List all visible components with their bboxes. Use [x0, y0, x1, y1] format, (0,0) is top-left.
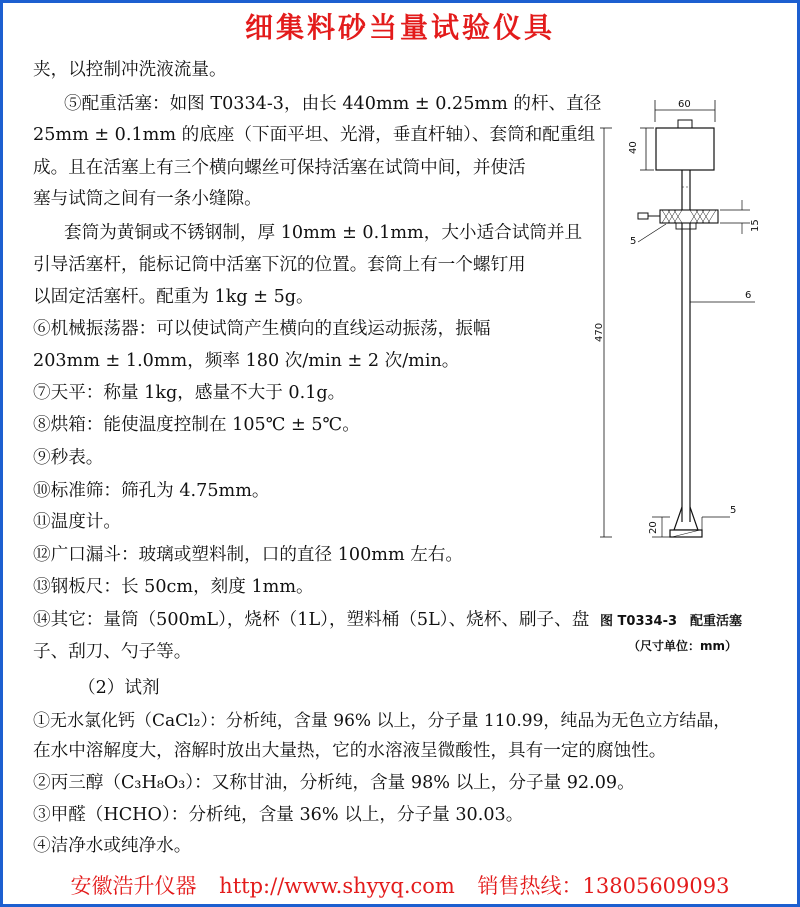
dim-width-label: 60: [678, 99, 691, 110]
text-line: 夹，以控制冲洗液流量。: [33, 60, 227, 80]
text-line: ⑫广口漏斗：玻璃或塑料制，口的直径 100mm 左右。: [33, 545, 464, 565]
text-line: ⑪温度计。: [33, 512, 121, 532]
dim-weight-height-label: 40: [628, 141, 639, 154]
label-5-bottom: 5: [730, 505, 737, 516]
text-line: ⑨秒表。: [33, 448, 104, 468]
text-line: ④洁净水或纯净水。: [33, 836, 192, 856]
footer-hotline: 销售热线：13805609093: [477, 874, 730, 898]
text-line: ⑩标准筛：筛孔为 4.75mm。: [33, 481, 270, 501]
text-line: ⑤配重活塞：如图 T0334-3，由长 440mm ± 0.25mm 的杆、直径: [64, 94, 602, 114]
text-line: ⑧烘箱：能使温度控制在 105℃ ± 5℃。: [33, 415, 360, 435]
text-line: 塞与试筒之间有一条小缝隙。: [33, 189, 262, 209]
page-title: 细集料砂当量试验仪具: [244, 11, 555, 44]
text-line: 引导活塞杆，能标记筒中活塞下沉的位置。套筒上有一个螺钉用: [33, 255, 526, 275]
text-line: 套筒为黄铜或不锈钢制，厚 10mm ± 0.1mm，大小适合试筒并且: [64, 223, 583, 243]
label-5-top: 5: [630, 236, 637, 247]
text-line: ⑭其它：量筒（500mL），烧杯（1L），塑料桶（5L）、烧杯、刷子、盘: [33, 610, 590, 630]
text-line: ⑦天平：称量 1kg，感量不大于 0.1g。: [33, 383, 346, 403]
text-line: ③甲醛（HCHO）：分析纯，含量 36% 以上，分子量 30.03。: [33, 805, 524, 825]
footer-url[interactable]: http://www.shyyq.com: [219, 874, 455, 898]
text-line: （2）试剂: [78, 678, 160, 698]
text-line: 子、刮刀、勺子等。: [33, 642, 192, 662]
text-line: ⑬钢板尺：长 50cm，刻度 1mm。: [33, 577, 314, 597]
text-line: 在水中溶解度大，溶解时放出大量热，它的水溶液呈微酸性，具有一定的腐蚀性。: [33, 741, 667, 761]
text-line: ①无水氯化钙（CaCl₂）：分析纯，含量 96% 以上，分子量 110.99，纯品为无色立方结晶，: [33, 711, 731, 731]
figure-caption: 图 T0334-3 配重活塞: [600, 614, 743, 629]
dim-total-length-label: 470: [594, 322, 605, 342]
text-line: 203mm ± 1.0mm，频率 180 次/min ± 2 次/min。: [33, 351, 460, 371]
text-line: 以固定活塞杆。配重为 1kg ± 5g。: [33, 287, 314, 307]
text-line: 25mm ± 0.1mm 的底座（下面平坦、光滑，垂直杆轴）、套筒和配重组: [33, 125, 596, 145]
label-6: 6: [745, 290, 752, 301]
figure-unit: （尺寸单位：mm）: [628, 639, 738, 653]
dim-foot-label: 20: [648, 521, 659, 534]
text-line: ⑥机械振荡器：可以使试筒产生横向的直线运动振荡，振幅: [33, 319, 491, 339]
footer-bar: [0, 870, 800, 900]
text-line: ②丙三醇（C₃H₈O₃）：又称甘油，分析纯，含量 98% 以上，分子量 92.09。: [33, 773, 635, 793]
dim-gap-label: 15: [750, 219, 761, 232]
footer-company: 安徽浩升仪器: [70, 874, 197, 898]
text-line: 成。且在活塞上有三个横向螺丝可保持活塞在试筒中间，并使活: [33, 158, 526, 178]
piston-diagram: [590, 92, 790, 572]
